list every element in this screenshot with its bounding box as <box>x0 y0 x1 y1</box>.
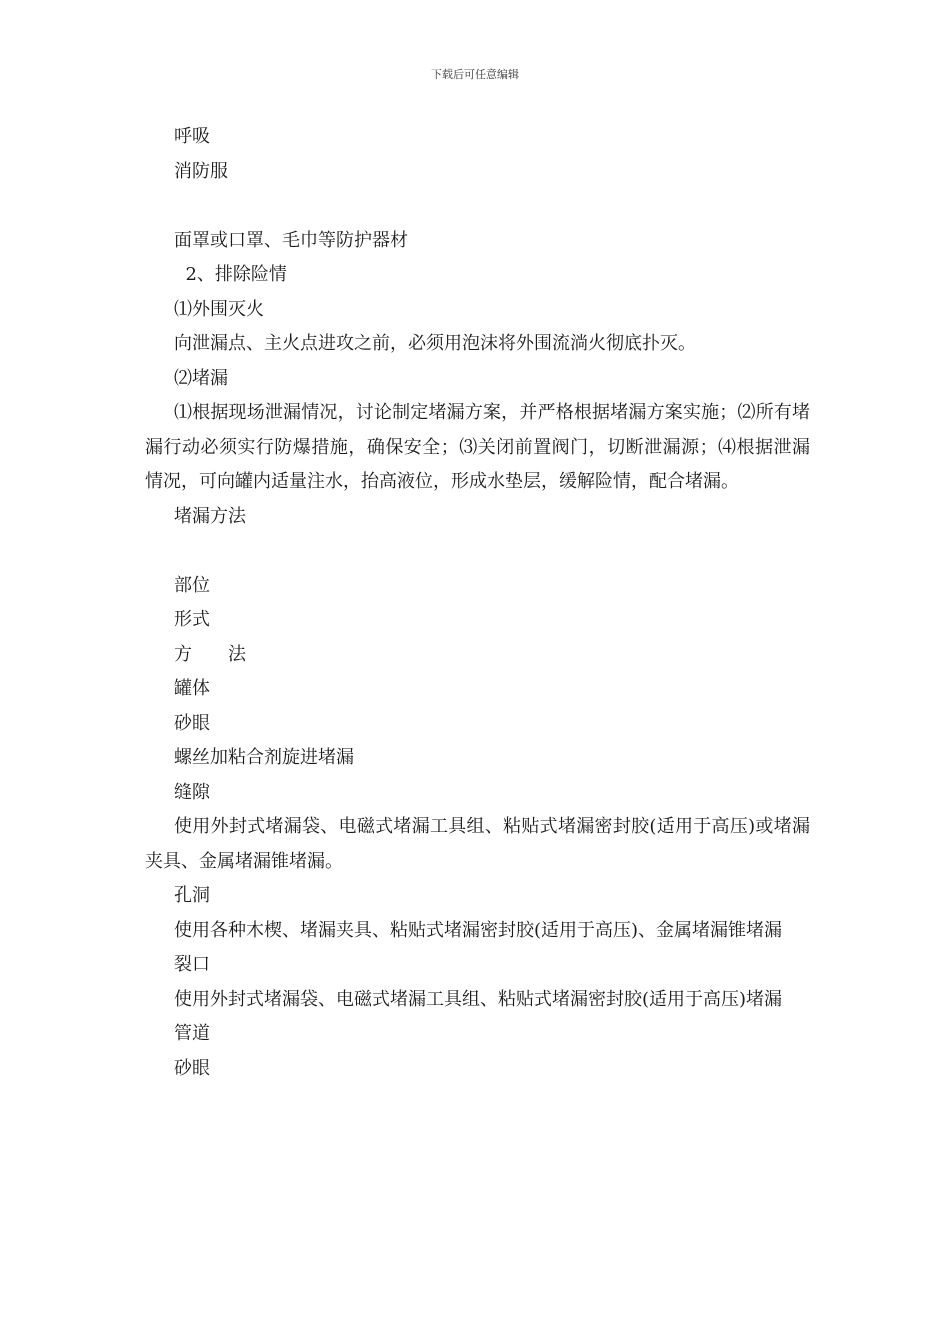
document-body <box>145 120 810 1086</box>
table-cell: 缝隙 <box>174 781 210 803</box>
paragraph: 消防服 <box>174 160 228 182</box>
table-cell: 形式 <box>174 609 210 630</box>
table-cell: 管道 <box>174 1023 210 1044</box>
table-cell: 裂口 <box>174 954 210 975</box>
table-cell: 罐体 <box>174 678 210 699</box>
table-cell: 使用外封式堵漏袋、电磁式堵漏工具组、粘贴式堵漏密封胶(适用于高压)或堵漏夹具、金属堵漏锥堵漏。 <box>145 816 810 872</box>
section-heading: 2、排除险情 <box>174 264 287 285</box>
table-caption: 堵漏方法 <box>174 505 246 527</box>
table-cell: 使用各种木楔、堵漏夹具、粘贴式堵漏密封胶(适用于高压)、金属堵漏锥堵漏 <box>174 919 783 941</box>
table-cell: 砂眼 <box>174 1057 210 1079</box>
subsection-heading: ⑴外围灭火 <box>174 298 264 320</box>
subsection-heading: ⑵堵漏 <box>174 367 228 389</box>
paragraph: 面罩或口罩、毛巾等防护器材 <box>174 229 408 251</box>
table-cell: 砂眼 <box>174 712 210 734</box>
table-cell: 部位 <box>174 574 210 596</box>
page-header: 下载后可任意编辑 <box>431 68 519 81</box>
table-cell: 使用外封式堵漏袋、电磁式堵漏工具组、粘贴式堵漏密封胶(适用于高压)堵漏 <box>174 988 783 1010</box>
blank-line <box>145 534 810 569</box>
paragraph: 呼吸 <box>174 126 210 147</box>
paragraph: 向泄漏点、主火点进攻之前，必须用泡沫将外围流淌火彻底扑灭。 <box>174 333 696 354</box>
table-cell: 螺丝加粘合剂旋进堵漏 <box>174 747 354 768</box>
paragraph: ⑴根据现场泄漏情况，讨论制定堵漏方案，并严格根据堵漏方案实施；⑵所有堵漏行动必须实行防爆措施，确保安全；⑶关闭前置阀门，切断泄漏源；⑷根据泄漏情况，可向罐内适量注水，抬高液位，形成水垫层，缓解险情，配合堵漏。 <box>145 402 810 492</box>
table-cell: 孔洞 <box>174 885 210 906</box>
table-cell: 方 法 <box>174 643 246 665</box>
blank-line <box>145 189 810 224</box>
